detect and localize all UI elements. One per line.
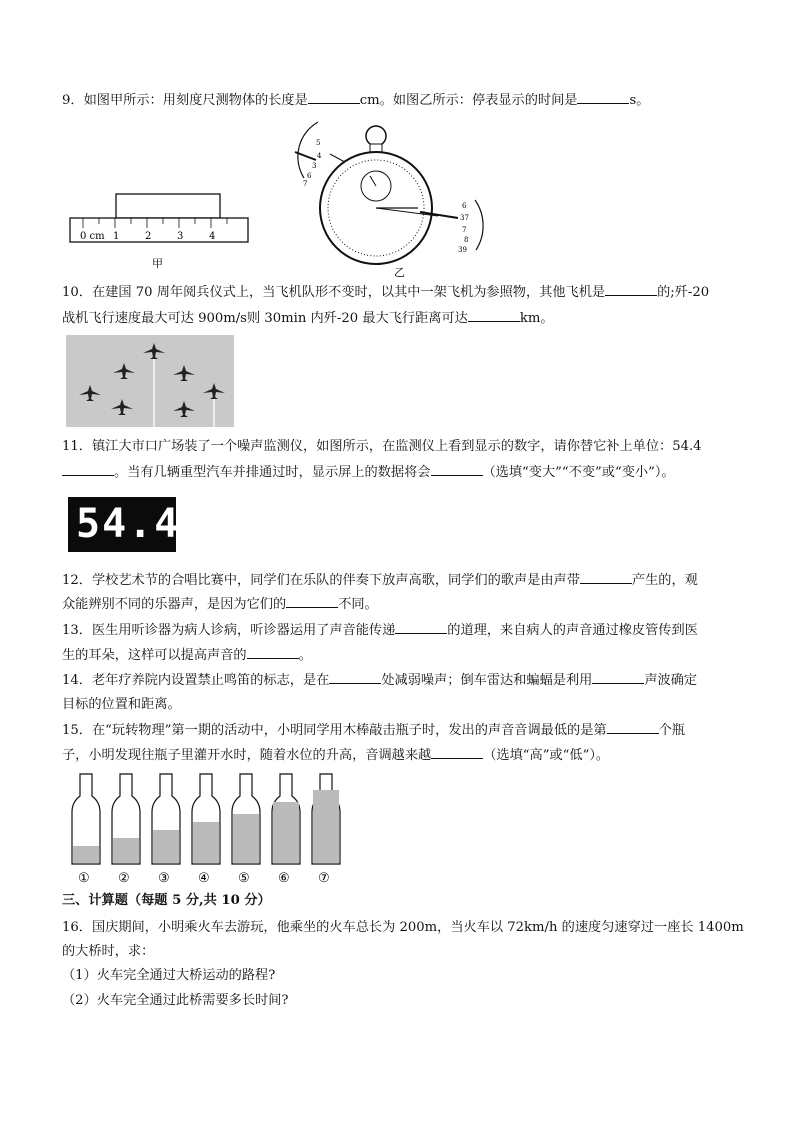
- answer-blank[interactable]: [329, 670, 381, 684]
- svg-text:3: 3: [312, 162, 317, 170]
- section-heading: 三、计算题（每题 5 分,共 10 分）: [62, 893, 271, 908]
- question-14: 14．老年疗养院内设置禁止鸣笛的标志，是在 处减弱噪声；倒车雷达和蝙蝠是利用 声波确定: [62, 670, 732, 691]
- ruler-figure: [68, 192, 252, 272]
- svg-text:4: 4: [317, 152, 322, 160]
- question-13: 13．医生用听诊器为病人诊病，听诊器运用了声音能传递 的道理，来自病人的声音通过橡皮管传到医: [62, 620, 732, 641]
- answer-blank[interactable]: [286, 594, 338, 608]
- question-15: 15．在“玩转物理”第一期的活动中，小明同学用木棒敲击瓶子时，发出的声音音调最低的是第 个瓶: [62, 720, 732, 741]
- noise-meter-display: [68, 497, 181, 552]
- answer-blank[interactable]: [577, 90, 629, 104]
- svg-text:37: 37: [460, 214, 469, 222]
- question-16-part-1: （1）火车完全通过大桥运动的路程?: [62, 968, 276, 983]
- question-16-cont: 的大桥时，求：: [62, 944, 155, 959]
- answer-blank[interactable]: [605, 282, 657, 296]
- answer-blank[interactable]: [62, 462, 114, 476]
- question-16-part-2: （2）火车完全通过此桥需要多长时间?: [62, 993, 289, 1008]
- ruler-tick-label: 0 cm: [80, 231, 105, 242]
- answer-blank[interactable]: [468, 308, 520, 322]
- ruler-tick-label: 1: [113, 231, 120, 242]
- question-14-cont: 目标的位置和距离。: [62, 697, 181, 712]
- aircraft-formation-photo: [66, 335, 234, 427]
- svg-text:7: 7: [462, 226, 467, 234]
- bottle-label: ①: [78, 871, 90, 886]
- ruler-figure-label: 甲: [152, 257, 163, 270]
- answer-blank[interactable]: [431, 462, 483, 476]
- bottle-label: ②: [118, 871, 130, 886]
- bottle-label: ③: [158, 871, 170, 886]
- stopwatch-figure-label: 乙: [394, 266, 405, 278]
- answer-blank[interactable]: [607, 720, 659, 734]
- answer-blank[interactable]: [308, 90, 360, 104]
- ruler-tick-label: 4: [209, 231, 216, 242]
- question-11: 11．镇江大市口广场装了一个噪声监测仪，如图所示，在监测仪上看到显示的数字，请你替它补上单位：54.4: [62, 439, 702, 454]
- stopwatch-figure: [290, 120, 500, 278]
- svg-text:6: 6: [307, 172, 312, 180]
- question-9: 9．如图甲所示：用刻度尺测物体的长度是 cm。如图乙所示：停表显示的时间是 s。: [62, 90, 732, 111]
- question-10: 10．在建国 70 周年阅兵仪式上，当飞机队形不变时，以其中一架飞机为参照物，其他飞机是 的;歼-20: [62, 282, 732, 303]
- question-12-cont: 众能辨别不同的乐器声，是因为它们的 不同。: [62, 594, 732, 615]
- answer-blank[interactable]: [395, 620, 447, 634]
- svg-text:39: 39: [458, 246, 467, 254]
- answer-blank[interactable]: [247, 645, 299, 659]
- svg-text:6: 6: [462, 202, 467, 210]
- question-13-cont: 生的耳朵，这样可以提高声音的 。: [62, 645, 732, 666]
- measured-object: [116, 194, 220, 218]
- noise-meter-value: 54.4: [76, 501, 181, 547]
- question-12: 12．学校艺术节的合唱比赛中，同学们在乐队的伴奏下放声高歌，同学们的歌声是由声带 产生的，观: [62, 570, 732, 591]
- answer-blank[interactable]: [580, 570, 632, 584]
- svg-text:5: 5: [316, 139, 321, 147]
- ruler-tick-label: 2: [145, 231, 152, 242]
- answer-blank[interactable]: [431, 745, 483, 759]
- question-11-cont: 。当有几辆重型汽车并排通过时，显示屏上的数据将会 （选填“变大”“不变”或“变小”）。: [62, 462, 732, 483]
- question-10-cont: 战机飞行速度最大可达 900m/s则 30min 内歼-20 最大飞行距离可达 km。: [62, 308, 732, 329]
- svg-text:7: 7: [303, 180, 308, 188]
- bottle-label: ⑤: [238, 871, 250, 886]
- question-16: 16．国庆期间，小明乘火车去游玩，他乘坐的火车总长为 200m，当火车以 72km/h 的速度匀速穿过一座长 1400m: [62, 920, 744, 935]
- bottle-label: ⑥: [278, 871, 290, 886]
- bottle-label: ⑦: [318, 871, 330, 886]
- bottles-figure: [68, 770, 348, 890]
- bottle-label: ④: [198, 871, 210, 886]
- svg-text:8: 8: [464, 236, 469, 244]
- question-15-cont: 子，小明发现往瓶子里灌开水时，随着水位的升高，音调越来越 （选填“高”或“低”）。: [62, 745, 732, 766]
- ruler-tick-label: 3: [177, 231, 184, 242]
- answer-blank[interactable]: [592, 670, 644, 684]
